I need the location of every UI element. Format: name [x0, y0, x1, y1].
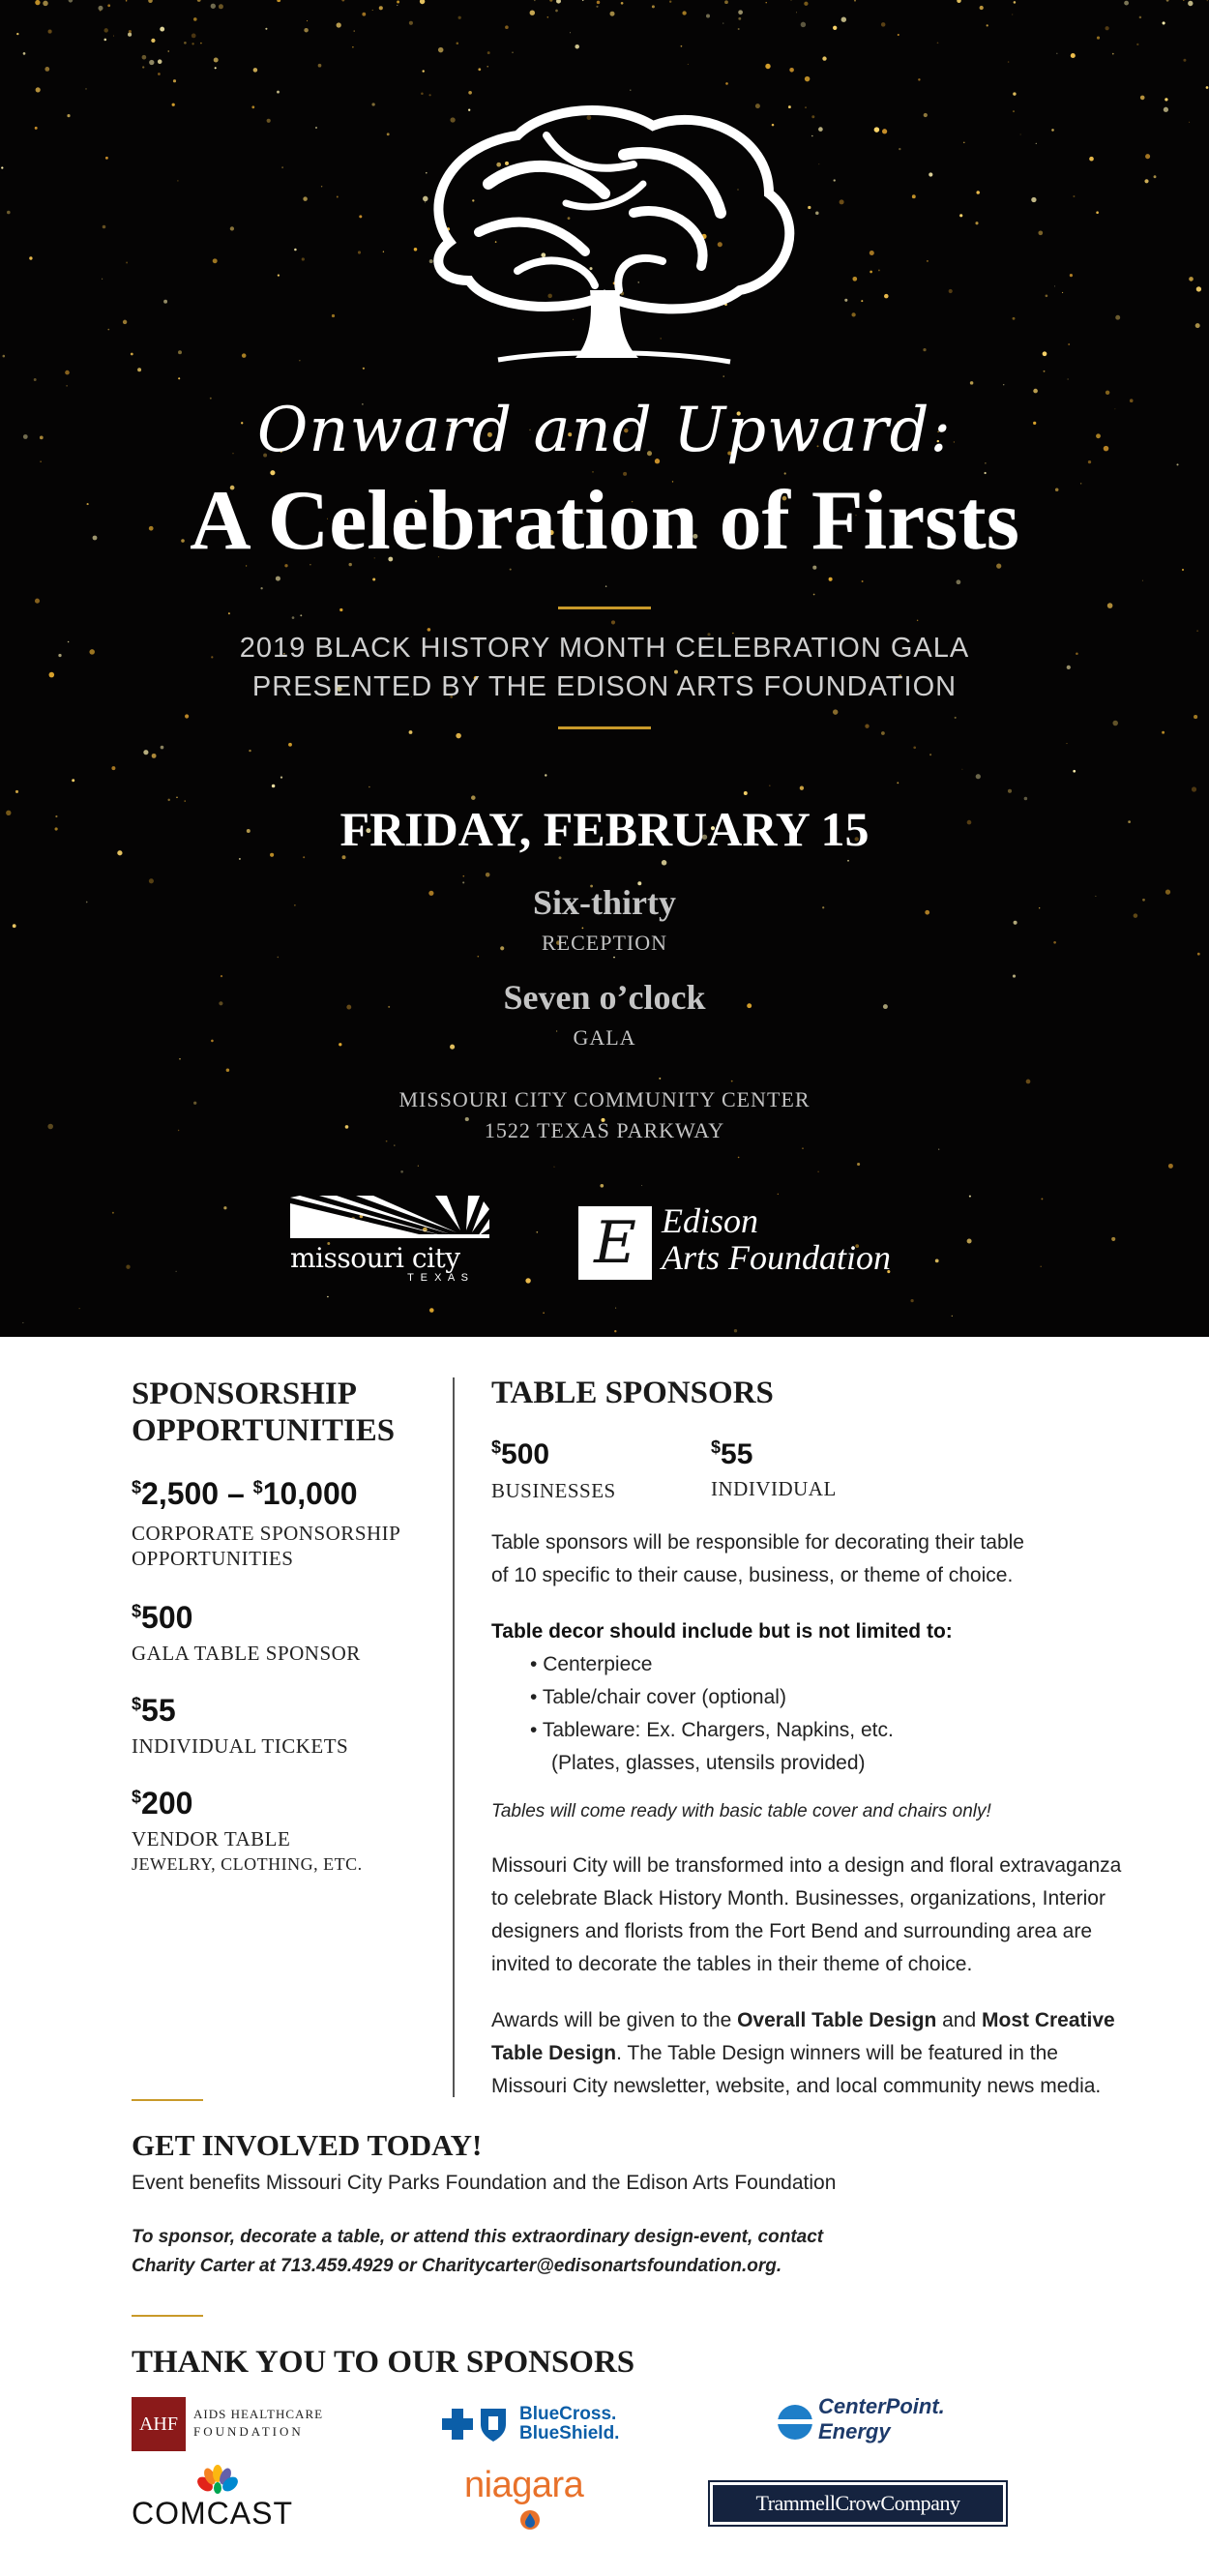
column-divider — [453, 1377, 455, 2097]
edison-arts-foundation-logo — [578, 1202, 917, 1280]
paragraph-line: to celebrate Black History Month. Businesses, organizations, Interior — [491, 1887, 1106, 1910]
bluecross-blueshield-logo — [440, 2403, 653, 2445]
trammell-wordmark: TrammellCrowCompany — [755, 2491, 960, 2515]
table-sponsors-heading: TABLE SPONSORS — [491, 1376, 774, 1410]
edison-monogram: E — [594, 1209, 636, 1277]
contact-line: To sponsor, decorate a table, or attend this extraordinary design-event, contact — [132, 2227, 824, 2247]
price-individual — [711, 1437, 752, 1471]
get-involved-subtext: Event benefits Missouri City Parks Foundation and the Edison Arts Foundation — [132, 2172, 837, 2194]
get-involved-heading: GET INVOLVED TODAY! — [132, 2128, 483, 2162]
price-businesses — [491, 1437, 549, 1471]
label-line: JEWELRY, CLOTHING, ETC. — [132, 1854, 363, 1874]
sponsorship-heading — [132, 1376, 395, 1449]
comcast-logo — [132, 2465, 325, 2529]
price-amount: 500 — [141, 1600, 193, 1635]
bcbs-line2: BlueShield. — [519, 2423, 620, 2443]
gala-time: Seven o’clock — [503, 978, 706, 1017]
ahf-mark: AHF — [132, 2397, 186, 2451]
paragraph-line — [491, 2037, 1115, 2070]
currency-symbol: $ — [132, 1601, 142, 1621]
text-span: . The Table Design winners will be featured in the — [616, 2042, 1058, 2064]
currency-symbol: $ — [132, 1787, 142, 1807]
text-span: Awards will be given to the — [491, 2009, 738, 2031]
venue-name: MISSOURI CITY COMMUNITY CENTER — [398, 1087, 811, 1111]
edison-wordmark-line1: Edison — [662, 1201, 759, 1240]
niagara-logo — [464, 2465, 619, 2532]
award-name: Overall Table Design — [737, 2009, 937, 2031]
gold-divider — [558, 607, 651, 609]
currency-symbol: $ — [252, 1477, 263, 1497]
individual-label: INDIVIDUAL — [711, 1477, 837, 1500]
paragraph-line: Table sponsors will be responsible for decorating their table — [491, 1531, 1024, 1554]
list-item-text: Table/chair cover (optional) — [542, 1686, 786, 1708]
price-corporate — [132, 1476, 358, 1512]
comcast-wordmark: COMCAST — [132, 2496, 293, 2531]
ahf-logo — [132, 2397, 354, 2451]
table-sponsor-description — [491, 1526, 1024, 1592]
water-drop-icon — [519, 2509, 541, 2531]
sponsorship-heading-line1: SPONSORSHIP — [132, 1377, 357, 1411]
currency-symbol: $ — [711, 1437, 722, 1457]
label-line: CORPORATE SPONSORSHIP — [132, 1522, 401, 1545]
centerpoint-energy-logo — [776, 2393, 959, 2451]
paragraph-line: invited to decorate the tables in their theme of choice. — [491, 1953, 973, 1975]
label-line: VENDOR TABLE — [132, 1827, 291, 1851]
gold-divider — [132, 2315, 203, 2317]
centerpoint-line1: CenterPoint. — [818, 2394, 945, 2418]
gold-divider — [558, 726, 651, 729]
italic-note: Tables will come ready with basic table cover and chairs only! — [491, 1801, 991, 1821]
reception-time: Six-thirty — [533, 883, 676, 922]
list-item-note: (Plates, glasses, utensils provided) — [551, 1752, 866, 1774]
gala-label: GALA — [573, 1025, 636, 1050]
price-vendor-table — [132, 1786, 192, 1821]
trammell-crow-logo — [710, 2482, 1006, 2525]
centerpoint-globe-icon — [776, 2403, 814, 2442]
text-span: and — [936, 2009, 982, 2031]
gold-divider — [132, 2099, 203, 2101]
price-amount: 2,500 – — [141, 1476, 253, 1511]
list-item: • Tableware: Ex. Chargers, Napkins, etc. — [530, 1719, 894, 1741]
contact-line: Charity Carter at 713.459.4929 or Charitycarter@edisonartsfoundation.org. — [132, 2256, 782, 2276]
list-item-text: Centerpiece — [543, 1653, 653, 1675]
bcbs-cross-shield-icon — [440, 2405, 514, 2443]
paragraph-line: Missouri City newsletter, website, and local community news media. — [491, 2075, 1102, 2097]
main-title: A Celebration of Firsts — [190, 474, 1019, 568]
paragraph-line: designers and florists from the Fort Bend and surrounding area are — [491, 1920, 1093, 1942]
list-item: • Centerpiece — [530, 1653, 653, 1675]
corporate-label — [132, 1521, 400, 1571]
sponsorship-heading-line2: OPPORTUNITIES — [132, 1413, 396, 1448]
list-item: • Table/chair cover (optional) — [530, 1686, 786, 1708]
subtitle-line1: 2019 BLACK HISTORY MONTH CELEBRATION GALA — [239, 633, 970, 664]
businesses-label: BUSINESSES — [491, 1479, 616, 1502]
script-title: Onward and Upward: — [256, 395, 953, 466]
tree-icon — [382, 97, 827, 387]
peacock-icon — [193, 2465, 242, 2494]
missouri-city-wordmark: missouri city — [290, 1242, 460, 1274]
awards-paragraph — [491, 2004, 1115, 2103]
edison-monogram-box — [578, 1206, 652, 1280]
decor-heading: Table decor should include but is not limited to: — [491, 1620, 953, 1643]
reception-label: RECEPTION — [542, 931, 667, 955]
price-amount: 55 — [141, 1693, 176, 1728]
decor-list — [530, 1648, 894, 1780]
venue-address: 1522 TEXAS PARKWAY — [484, 1118, 725, 1142]
subtitle-line2: PRESENTED BY THE EDISON ARTS FOUNDATION — [251, 671, 958, 702]
price-amount: 200 — [141, 1786, 193, 1821]
individual-tickets-label: INDIVIDUAL TICKETS — [132, 1734, 349, 1758]
price-gala-table — [132, 1600, 192, 1636]
missouri-city-state: T E X A S — [407, 1272, 470, 1284]
price-individual-tickets — [132, 1693, 176, 1729]
centerpoint-line2: Energy — [818, 2419, 891, 2443]
award-name: Most Creative — [982, 2009, 1115, 2031]
price-amount: 10,000 — [262, 1476, 358, 1511]
niagara-wordmark: niagara — [464, 2465, 584, 2505]
currency-symbol: $ — [132, 1694, 142, 1714]
sponsors-heading: THANK YOU TO OUR SPONSORS — [132, 2345, 635, 2380]
event-date: FRIDAY, FEBRUARY 15 — [339, 802, 870, 856]
vendor-table-label — [132, 1826, 363, 1877]
currency-symbol: $ — [132, 1477, 142, 1497]
gala-table-label: GALA TABLE SPONSOR — [132, 1642, 361, 1665]
price-amount: 55 — [721, 1438, 753, 1470]
award-name: Table Design — [491, 2042, 617, 2064]
contact-info — [132, 2223, 823, 2281]
edison-wordmark-line2: Arts Foundation — [662, 1238, 892, 1277]
paragraph-line: of 10 specific to their cause, business, or theme of choice. — [491, 1564, 1014, 1586]
paragraph-line — [491, 2004, 1115, 2037]
missouri-city-logo — [290, 1196, 489, 1283]
price-amount: 500 — [501, 1438, 550, 1470]
event-description — [491, 1850, 1121, 1981]
sunburst-icon — [290, 1196, 489, 1238]
paragraph-line: Missouri City will be transformed into a design and floral extravaganza — [491, 1854, 1122, 1877]
ahf-line2: FOUNDATION — [193, 2424, 304, 2439]
currency-symbol: $ — [491, 1437, 502, 1457]
bcbs-line1: BlueCross. — [519, 2404, 617, 2424]
ahf-line1: AIDS HEALTHCARE — [193, 2407, 324, 2421]
list-item-text: Tableware: Ex. Chargers, Napkins, etc. — [542, 1719, 894, 1741]
label-line: OPPORTUNITIES — [132, 1547, 294, 1570]
